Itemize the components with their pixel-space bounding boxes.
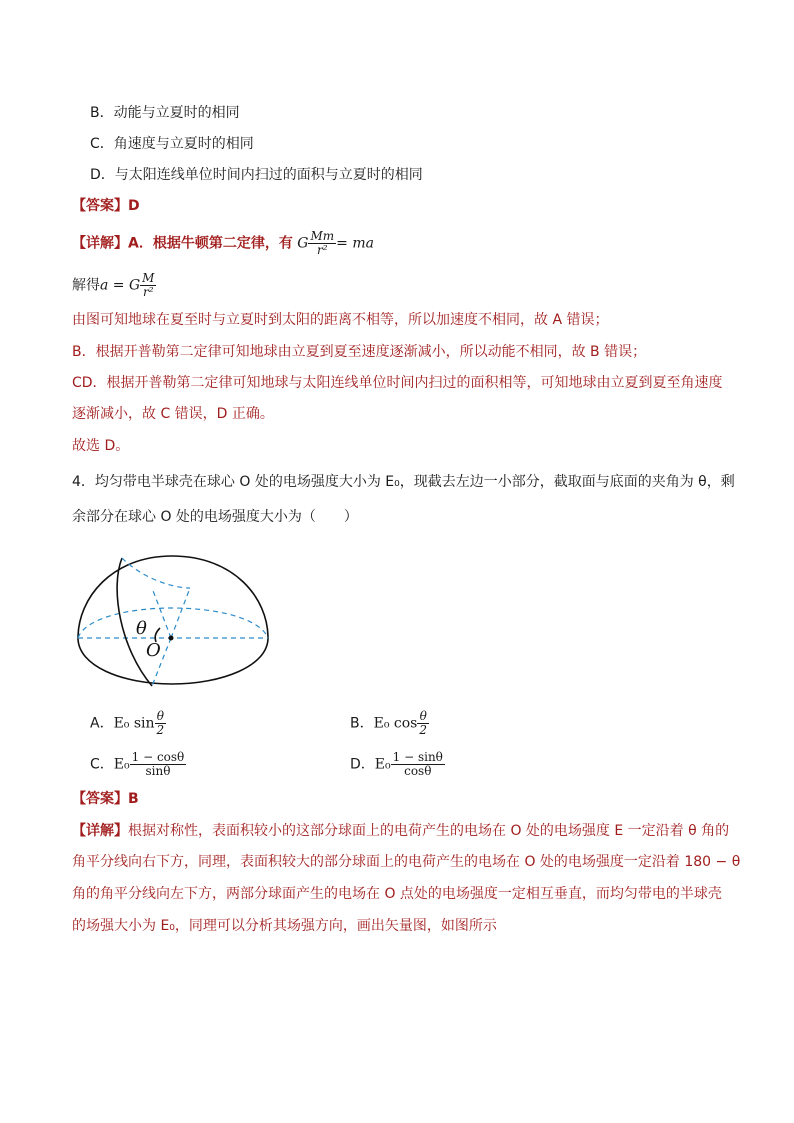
- q3-detail-a: [72, 230, 374, 257]
- q4-detail-1: 【详解】根据对称性，表面积较小的这部分球面上的电荷产生的电场在 O 处的电场强度 E 一定沿着 θ 角的: [72, 823, 730, 839]
- q3-choose: 故选 D。: [72, 438, 130, 454]
- eq1-fraction: $\frac{Mm}{\text{r²}}$: [310, 229, 335, 257]
- q4-detail-2: 角平分线向右下方，同理，表面积较大的部分球面上的电荷产生的电场在 O 处的电场强度一定沿着 180 − θ: [72, 854, 741, 870]
- center-label: O: [146, 640, 161, 661]
- q4-option-b[interactable]: B．E₀ cos $\frac{\theta}{2}$: [350, 709, 427, 737]
- dashed-right: [171, 588, 190, 638]
- theta-label: θ: [136, 618, 147, 639]
- q3-line-cd-1: CD．根据开普勒第二定律可知地球与太阳连线单位时间内扫过的面积相等，可知地球由立夏到夏至角速度: [72, 375, 723, 391]
- detail-a-text: A．根据牛顿第二定律，有: [128, 235, 293, 252]
- answer-label: 【答案】: [72, 198, 128, 214]
- q4-stem-1: 4．均匀带电半球壳在球心 O 处的电场强度大小为 E₀，现截去左边一小部分，截取面与底面的夹角为 θ，剩: [72, 474, 735, 490]
- detail-label: 【详解】: [72, 235, 128, 252]
- q3-line-a: 由图可知地球在夏至时与立夏时到太阳的距离不相等，所以加速度不相同，故 A 错误；: [72, 312, 609, 328]
- q3-solve: [72, 272, 156, 299]
- option-c-prev: C．角速度与立夏时的相同: [90, 136, 254, 152]
- eq1-rhs: = ma: [336, 235, 374, 252]
- eq1-G: G: [297, 235, 309, 252]
- q3-answer: [72, 196, 140, 216]
- q4-detail-4: 的场强大小为 E₀，同理可以分析其场强方向，画出矢量图，如图所示: [72, 918, 497, 934]
- option-d-prev: D．与太阳连线单位时间内扫过的面积与立夏时的相同: [90, 167, 423, 183]
- center-point: [169, 636, 174, 641]
- q4-option-a[interactable]: A．E₀ sin $\frac{\theta}{2}$: [90, 709, 165, 737]
- q4-option-d[interactable]: D．E₀ $\frac{1 - \sin\theta}{\cos\theta}$: [350, 750, 443, 778]
- hemisphere-figure: [72, 548, 272, 690]
- q4-stem-2: 余部分在球心 O 处的电场强度大小为（ ）: [72, 509, 358, 525]
- q3-line-cd-2: 逐渐减小，故 C 错误，D 正确。: [72, 406, 274, 422]
- option-b-prev: B．动能与立夏时的相同: [90, 105, 240, 121]
- q4-detail-3: 角的角平分线向左下方，两部分球面产生的电场在 O 点处的电场强度一定相互垂直，而均匀带电的半球壳: [72, 886, 722, 902]
- q3-line-b: B．根据开普勒第二定律可知地球由立夏到夏至速度逐渐减小，所以动能不相同，故 B 错误；: [72, 344, 647, 360]
- answer-value: D: [128, 198, 140, 214]
- hemisphere-outline: [78, 556, 268, 684]
- q4-answer: 【答案】B: [72, 791, 139, 807]
- eq2-lhs: a = G: [100, 277, 141, 294]
- dashed-up: [152, 588, 171, 638]
- q4-option-c[interactable]: C．E₀ $\frac{1 - \cos\theta}{\sin\theta}$: [90, 750, 185, 778]
- eq2-fraction: $\frac{M}{\text{r²}}$: [142, 271, 155, 299]
- solve-prefix: 解得: [72, 277, 100, 294]
